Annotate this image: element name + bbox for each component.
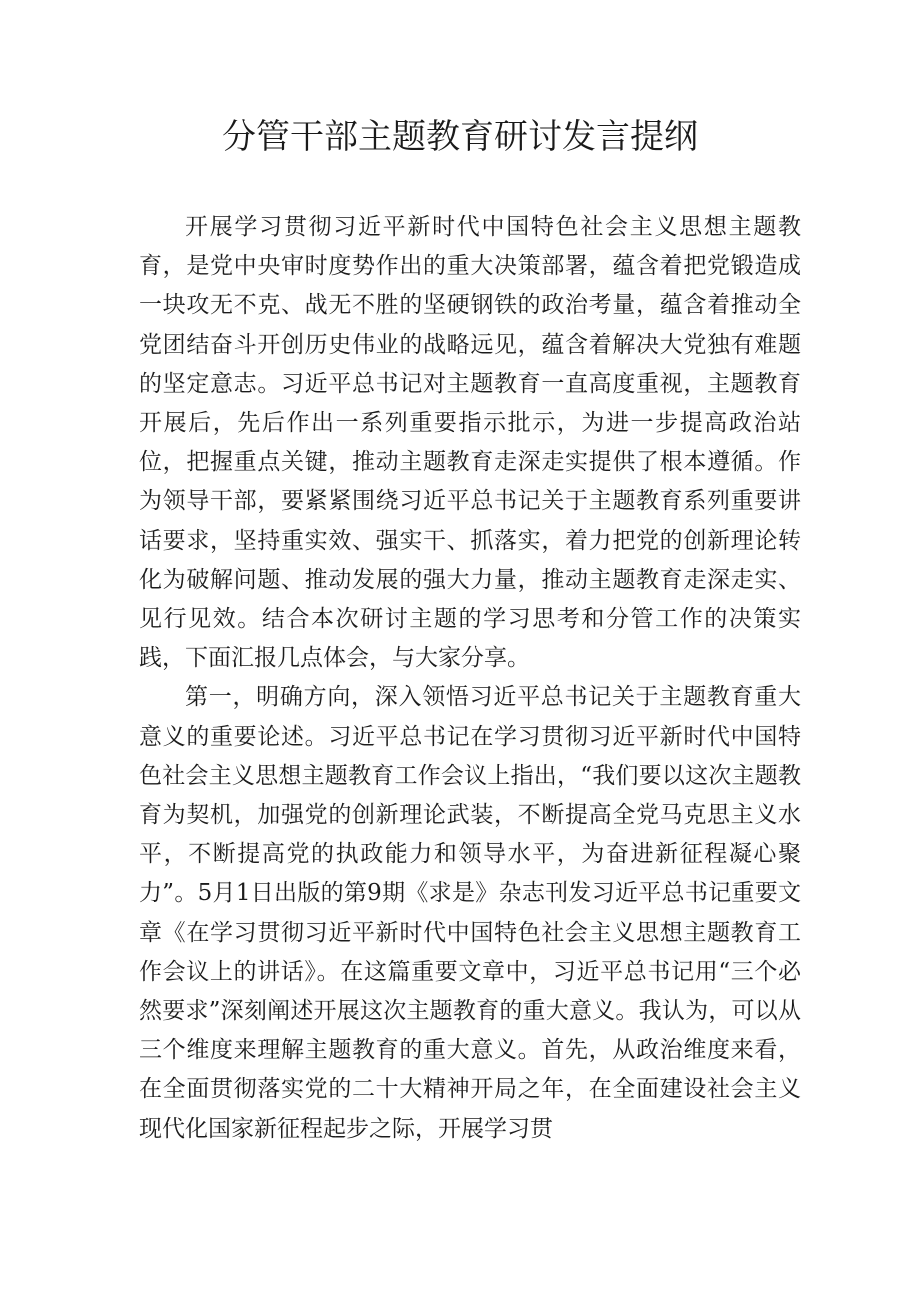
document-title: 分管干部主题教育研讨发言提纲 [222,117,698,157]
paragraph-intro: 开展学习贯彻习近平新时代中国特色社会主义思想主题教育，是党中央审时度势作出的重大决策部署，蕴含着把党锻造成一块攻无不克、战无不胜的坚硬钢铁的政治考量，蕴含着推动全党团结奋斗开创历史伟业的战略远见，蕴含着解决大党独有难题的坚定意志。习近平总书记对主题教育一直高度重视，主题教育开展后，先后作出一系列重要指示批示，为进一步提高政治站位，把握重点关键，推动主题教育走深走实提供了根本遵循。作为领导干部，要紧紧围绕习近平总书记关于主题教育系列重要讲话要求，坚持重实效、强实干、抓落实，着力把党的创新理论转化为破解问题、推动发展的强大力量，推动主题教育走深走实、见行见效。结合本次研讨主题的学习思考和分管工作的决策实践，下面汇报几点体会，与大家分享。 [139,214,801,672]
document-body [139,208,801,1149]
paragraph-first-point: 第一，明确方向，深入领悟习近平总书记关于主题教育重大意义的重要论述。习近平总书记在学习贯彻习近平新时代中国特色社会主义思想主题教育工作会议上指出，“我们要以这次主题教育为契机，加强党的创新理论武装，不断提高全党马克思主义水平，不断提高党的执政能力和领导水平，为奋进新征程凝心聚力”。5月1日出版的第9期《求是》杂志刊发习近平总书记重要文章《在学习贯彻习近平新时代中国特色社会主义思想主题教育工作会议上的讲话》。在这篇重要文章中，习近平总书记用“三个必然要求”深刻阐述开展这次主题教育的重大意义。我认为，可以从三个维度来理解主题教育的重大意义。首先，从政治维度来看，在全面贯彻落实党的二十大精神开局之年，在全面建设社会主义现代化国家新征程起步之际，开展学习贯 [139,684,801,1142]
